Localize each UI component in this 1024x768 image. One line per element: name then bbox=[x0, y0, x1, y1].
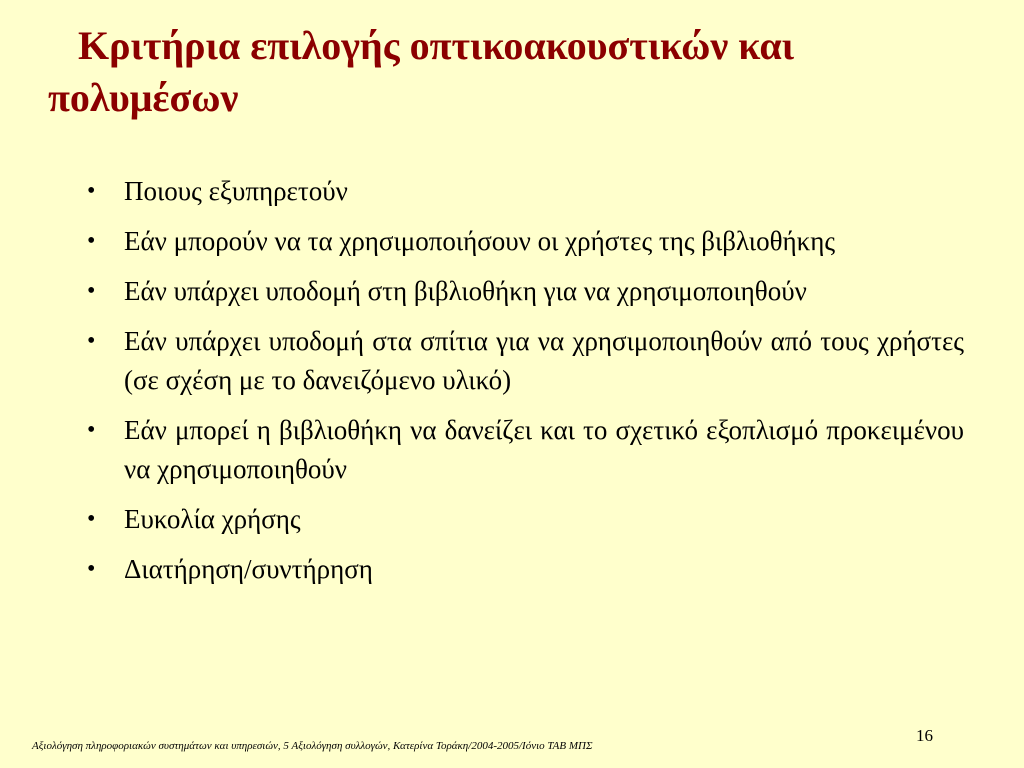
bullet-item-3 bbox=[84, 272, 964, 311]
bullet-text: Εάν μπορεί η βιβλιοθήκη να δανείζει και το σχετικό εξοπλισμό προκειμένου να χρησιμοποιηθούν bbox=[124, 415, 964, 484]
bullet-text: Διατήρηση/συντήρηση bbox=[124, 554, 373, 584]
bullet-text: Ευκολία χρήσης bbox=[124, 504, 301, 534]
bullet-icon: • bbox=[87, 417, 96, 443]
page-number: 16 bbox=[916, 726, 933, 745]
slide-footer: Αξιολόγηση πληροφοριακών συστημάτων και υπηρεσιών, 5 Αξιολόγηση συλλογών, Κατερίνα Τοράκη/2004-2005/Ιόνιο ΤΑΒ ΜΠΣ bbox=[32, 740, 593, 752]
slide-title-line-1: Κριτήρια επιλογής οπτικοακουστικών και bbox=[78, 23, 795, 68]
bullet-icon: • bbox=[87, 178, 96, 204]
bullet-text: Ποιους εξυπηρετούν bbox=[124, 176, 348, 206]
slide-title bbox=[48, 20, 948, 124]
bullet-text: Εάν υπάρχει υποδομή στη βιβλιοθήκη για να χρησιμοποιηθούν bbox=[124, 276, 807, 306]
bullet-item-2 bbox=[84, 222, 964, 261]
bullet-text: Εάν υπάρχει υποδομή στα σπίτια για να χρησιμοποιηθούν από τους χρήστες (σε σχέση με το δανειζόμενο υλικό) bbox=[124, 326, 964, 395]
bullet-icon: • bbox=[87, 228, 96, 254]
bullet-item-6 bbox=[84, 500, 964, 539]
bullet-item-7 bbox=[84, 550, 964, 589]
bullet-text: Εάν μπορούν να τα χρησιμοποιήσουν οι χρήστες της βιβλιοθήκης bbox=[124, 226, 836, 256]
bullet-icon: • bbox=[87, 328, 96, 354]
bullet-list bbox=[84, 172, 964, 600]
slide-title-line-2: πολυμέσων bbox=[48, 75, 239, 120]
bullet-icon: • bbox=[87, 556, 96, 582]
bullet-item-1 bbox=[84, 172, 964, 211]
bullet-item-5 bbox=[84, 411, 964, 489]
bullet-item-4 bbox=[84, 322, 964, 400]
bullet-icon: • bbox=[87, 278, 96, 304]
bullet-icon: • bbox=[87, 506, 96, 532]
